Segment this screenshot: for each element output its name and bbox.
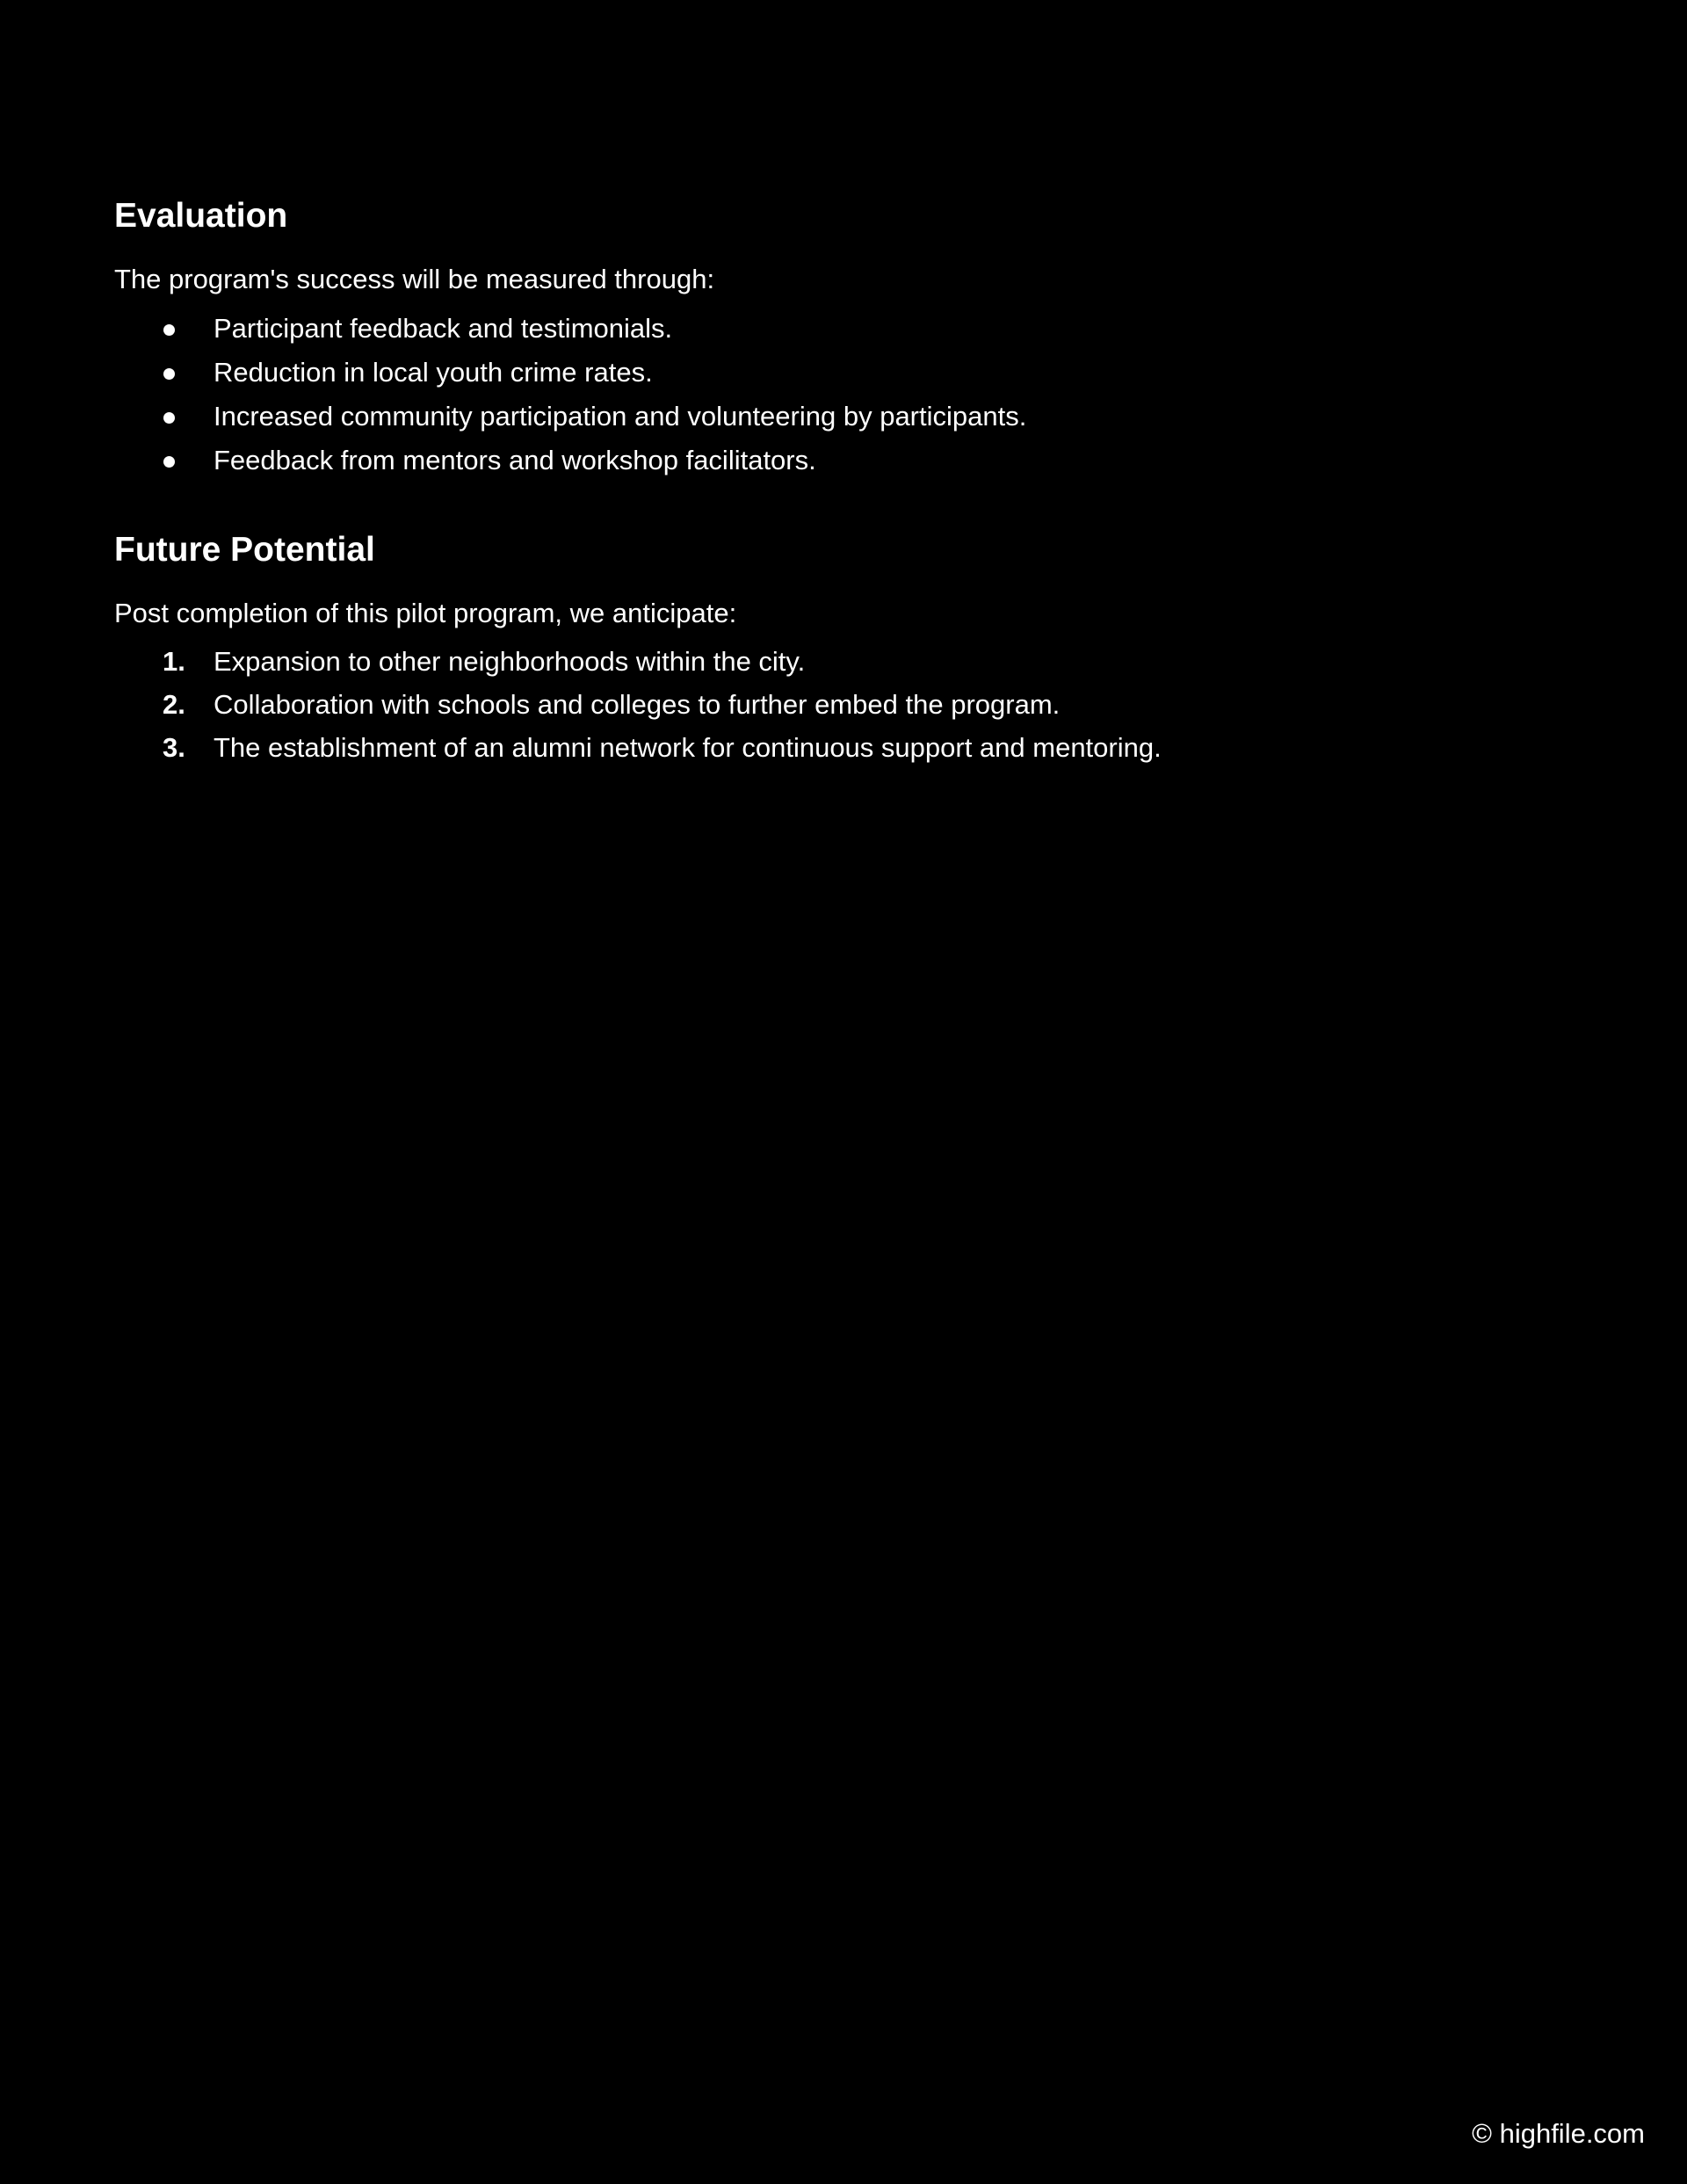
list-item-text: The establishment of an alumni network for continuous support and mentoring. <box>214 732 1162 763</box>
list-item-text: Collaboration with schools and colleges to further embed the program. <box>214 689 1061 720</box>
list-number: 2. <box>163 689 185 720</box>
list-item-text: Expansion to other neighborhoods within the city. <box>214 646 806 677</box>
list-number: 1. <box>163 646 185 677</box>
list-item-text: Participant feedback and testimonials. <box>214 313 673 344</box>
evaluation-intro: The program's success will be measured through: <box>114 264 715 294</box>
copyright-footer: © highfile.com <box>1472 2118 1645 2149</box>
evaluation-heading: Evaluation <box>114 197 288 235</box>
bullet-icon <box>163 412 175 424</box>
list-item-text: Increased community participation and volunteering by participants. <box>214 401 1027 432</box>
list-item-text: Reduction in local youth crime rates. <box>214 357 653 388</box>
future-intro: Post completion of this pilot program, we anticipate: <box>114 598 737 628</box>
bullet-icon <box>163 456 175 468</box>
bullet-icon <box>163 368 175 380</box>
list-item-text: Feedback from mentors and workshop facilitators. <box>214 445 816 475</box>
bullet-icon <box>163 324 175 336</box>
list-number: 3. <box>163 732 185 763</box>
future-potential-heading: Future Potential <box>114 531 375 569</box>
